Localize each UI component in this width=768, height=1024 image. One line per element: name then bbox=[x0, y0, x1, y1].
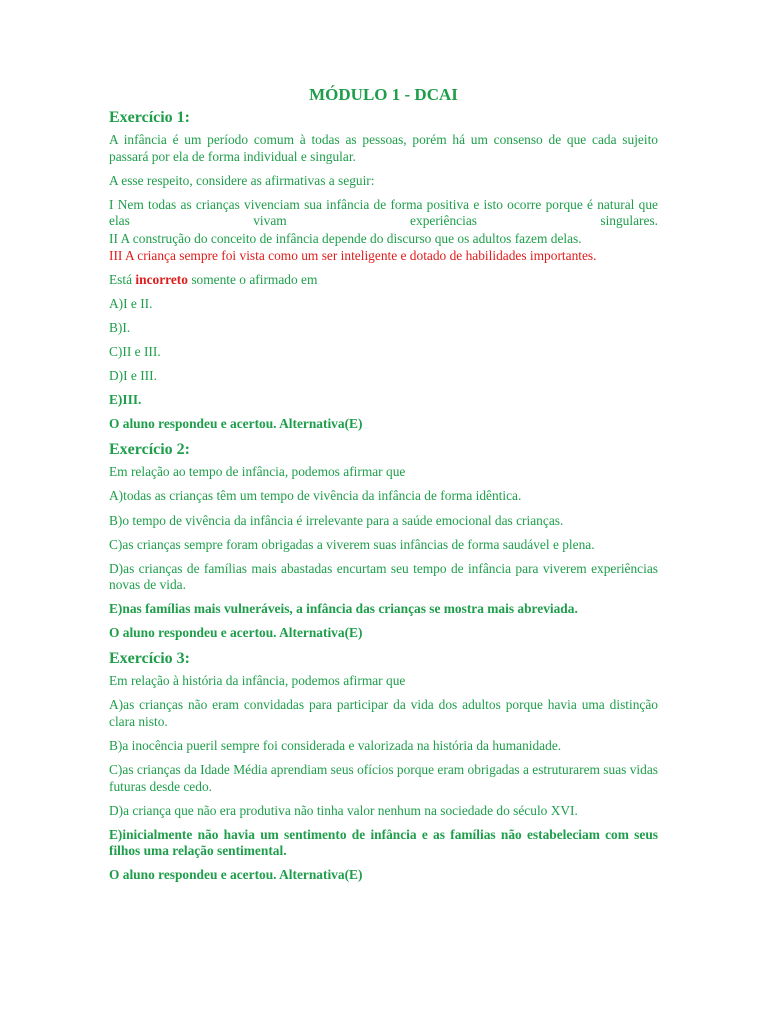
exercise-1-option-d: D)I e III. bbox=[109, 368, 157, 384]
exercise-1-question bbox=[109, 272, 658, 289]
question-keyword: incorreto bbox=[135, 272, 188, 287]
document-page bbox=[109, 84, 658, 891]
exercise-3-option-a: A)as crianças não eram convidadas para participar da vida dos adultos porque havia uma distinção clara nisto. bbox=[109, 697, 658, 729]
exercise-3-result: O aluno respondeu e acertou. Alternativa(E) bbox=[109, 867, 363, 883]
exercise-2-heading: Exercício 2: bbox=[109, 441, 191, 459]
exercise-1-option-c: C)II e III. bbox=[109, 344, 161, 360]
exercise-1-statement-2: II A construção do conceito de infância depende do discurso que os adultos fazem delas. bbox=[109, 230, 582, 246]
exercise-1-option-b: B)I. bbox=[109, 320, 131, 336]
exercise-2-result: O aluno respondeu e acertou. Alternativa(E) bbox=[109, 625, 363, 641]
exercise-3-option-e: E)inicialmente não havia um sentimento de infância e as famílias não estabeleciam com seus filhos uma relação sentimental. bbox=[109, 826, 658, 859]
exercise-2-intro: Em relação ao tempo de infância, podemos afirmar que bbox=[109, 464, 406, 480]
exercise-3 bbox=[109, 649, 658, 883]
exercise-3-intro: Em relação à história da infância, podemos afirmar que bbox=[109, 673, 406, 689]
exercise-1-option-a: A)I e II. bbox=[109, 296, 153, 311]
exercise-1-heading: Exercício 1: bbox=[109, 109, 191, 126]
exercise-2-option-b: B)o tempo de vivência da infância é irrelevante para a saúde emocional das crianças. bbox=[109, 512, 564, 528]
page-title: MÓDULO 1 - DCAI bbox=[309, 85, 458, 104]
exercise-1-lead: A esse respeito, considere as afirmativas a seguir: bbox=[109, 172, 375, 188]
exercise-1-statement-1: I Nem todas as crianças vivenciam sua infância de forma positiva e isto ocorre porque é natural que elas vivam experiências singulares. bbox=[109, 196, 658, 228]
question-suffix: somente o afirmado em bbox=[187, 272, 318, 287]
exercise-1-statement-3: III A criança sempre foi vista como um ser inteligente e dotado de habilidades importantes. bbox=[109, 248, 597, 263]
exercise-3-option-b: B)a inocência pueril sempre foi considerada e valorizada na história da humanidade. bbox=[109, 738, 562, 754]
exercise-2-option-d: D)as crianças de famílias mais abastadas encurtam seu tempo de infância para viverem experiências novas de vida. bbox=[109, 560, 658, 593]
exercise-3-option-d: D)a criança que não era produtiva não tinha valor nenhum na sociedade do século XVI. bbox=[109, 802, 578, 818]
exercise-2-option-e: E)nas famílias mais vulneráveis, a infância das crianças se mostra mais abreviada. bbox=[109, 601, 578, 617]
exercise-2-option-a: A)todas as crianças têm um tempo de vivência da infância de forma idêntica. bbox=[109, 488, 522, 504]
exercise-1-intro: A infância é um período comum à todas as pessoas, porém há um consenso de que cada sujeito passará por ela de forma individual e singular. bbox=[109, 132, 658, 164]
exercise-1-option-e: E)III. bbox=[109, 392, 142, 408]
exercise-3-option-c: C)as crianças da Idade Média aprendiam seus ofícios porque eram obrigadas a estruturarem suas vidas futuras desde cedo. bbox=[109, 762, 658, 794]
exercise-2-option-c: C)as crianças sempre foram obrigadas a viverem suas infâncias de forma saudável e plena. bbox=[109, 536, 595, 552]
exercise-3-heading: Exercício 3: bbox=[109, 650, 191, 668]
exercise-1-result: O aluno respondeu e acertou. Alternativa(E) bbox=[109, 416, 363, 432]
question-prefix: Está bbox=[109, 272, 136, 287]
exercise-2 bbox=[109, 440, 658, 641]
exercise-1 bbox=[109, 108, 658, 433]
